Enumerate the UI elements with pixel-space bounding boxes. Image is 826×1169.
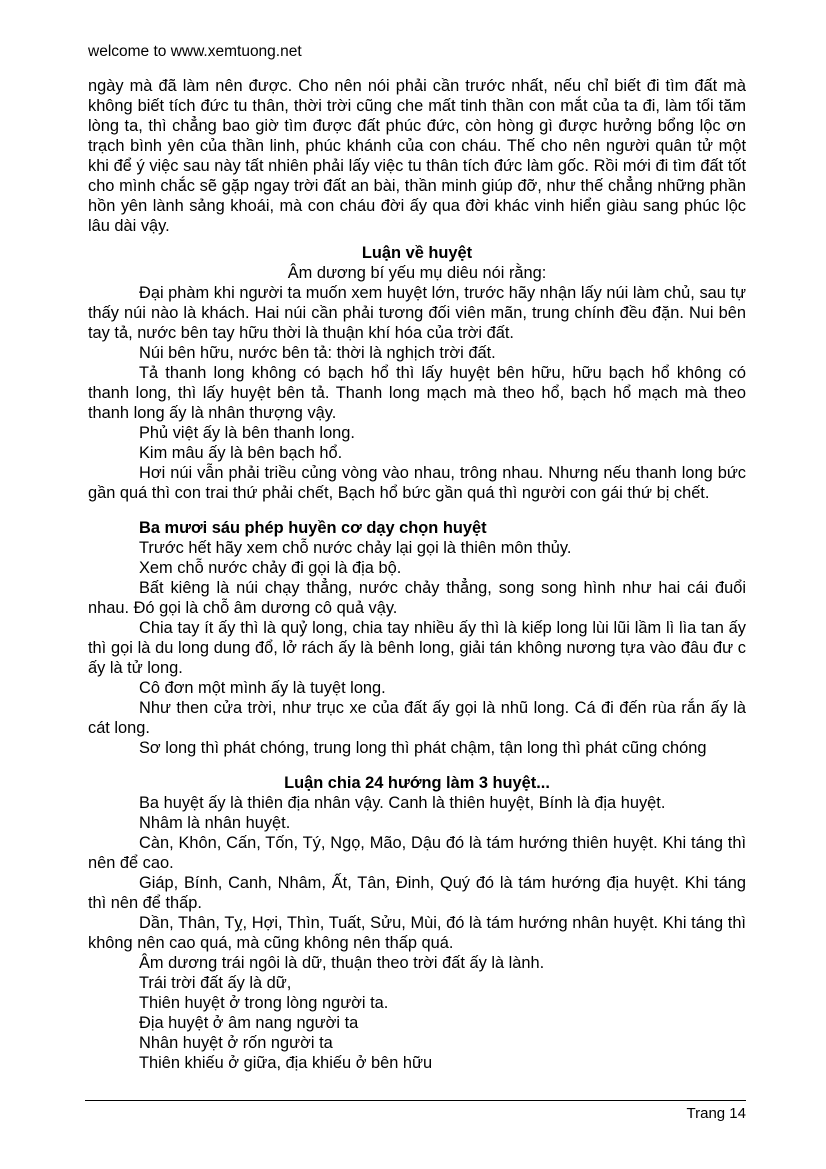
- paragraph: Cô đơn một mình ấy là tuyệt long.: [139, 679, 386, 697]
- paragraph: Bất kiêng là núi chạy thẳng, nước chảy thẳng, song song hình như hai cái đuổi nhau. Đó gọi là chỗ âm dương cô quả vậy.: [88, 579, 746, 617]
- paragraph: Địa huyệt ở âm nang người ta: [139, 1014, 359, 1032]
- paragraph: Xem chỗ nước chảy đi gọi là địa bộ.: [139, 559, 402, 577]
- paragraph: Hơi núi vẫn phải triều củng vòng vào nhau, trông nhau. Nhưng nếu thanh long bức gần quá thì con trai thứ phải chết, Bạch hổ bức gần quá thì người con gái thứ bị chết.: [88, 464, 746, 502]
- paragraph: Trước hết hãy xem chỗ nước chảy lại gọi là thiên môn thủy.: [139, 539, 572, 557]
- document-body: [88, 76, 746, 1073]
- site-watermark: welcome to www.xemtuong.net: [88, 43, 302, 60]
- section-heading-luan-chia-24-huong: Luận chia 24 hướng làm 3 huyệt...: [284, 774, 550, 792]
- paragraph: Đại phàm khi người ta muốn xem huyệt lớn, trước hãy nhận lấy núi làm chủ, sau tự thấy núi nào là khách. Hai núi cần phải tương đối viên mãn, trung chính đều đặn. Nui bên tay tả, nước bên tay hữu thời là thuận khí hóa của trời đất.: [88, 284, 746, 342]
- paragraph: Càn, Khôn, Cấn, Tốn, Tý, Ngọ, Mão, Dậu đó là tám hướng thiên huyệt. Khi táng thì nên để cao.: [88, 834, 746, 872]
- paragraph: Ba huyệt ấy là thiên địa nhân vậy. Canh là thiên huyệt, Bính là địa huyệt.: [139, 794, 666, 812]
- paragraph: Nhâm là nhân huyệt.: [139, 814, 291, 832]
- page-footer: [85, 1100, 746, 1122]
- paragraph: Núi bên hữu, nước bên tả: thời là nghịch trời đất.: [139, 344, 496, 362]
- paragraph: Giáp, Bính, Canh, Nhâm, Ất, Tân, Đinh, Quý đó là tám hướng địa huyệt. Khi táng thì nên để thấp.: [88, 874, 746, 912]
- section-heading-luan-ve-huyet: Luận về huyệt: [361, 244, 473, 262]
- paragraph: Sơ long thì phát chóng, trung long thì phát chậm, tận long thì phát cũng chóng: [139, 739, 707, 757]
- paragraph: Như then cửa trời, như trục xe của đất ấy gọi là nhũ long. Cá đi đến rùa rắn ấy là cát long.: [88, 699, 746, 737]
- paragraph: Thiên khiếu ở giữa, địa khiếu ở bên hữu: [139, 1054, 433, 1072]
- paragraph: Trái trời đất ấy là dữ,: [139, 974, 292, 992]
- paragraph: Tả thanh long không có bạch hổ thì lấy huyệt bên hữu, hữu bạch hổ không có thanh long, thì lấy huyệt bên tả. Thanh long mạch mà theo hổ, bạch hổ mạch mà theo thanh long ấy là nhân thượng vậy.: [88, 364, 746, 422]
- paragraph: Nhân huyệt ở rốn người ta: [139, 1034, 333, 1052]
- subheading-centered: Âm dương bí yếu mụ diêu nói rằng:: [287, 264, 547, 282]
- paragraph: Kim mâu ấy là bên bạch hổ.: [139, 444, 343, 462]
- paragraph: Âm dương trái ngôi là dữ, thuận theo trời đất ấy là lành.: [139, 954, 545, 972]
- paragraph: Phủ việt ấy là bên thanh long.: [139, 424, 355, 442]
- page-number: Trang 14: [686, 1105, 746, 1122]
- paragraph: Chia tay ít ấy thì là quỷ long, chia tay nhiều ấy thì là kiếp long lùi lũi lầm lì lìa tan ấy thì gọi là du long dung đổ, lở rách ấy là bênh long, giải tán không nương tựa vào đâu đư c ấy là tử long.: [88, 619, 746, 677]
- paragraph-continuation: ngày mà đã làm nên được. Cho nên nói phải cần trước nhất, nếu chỉ biết đi tìm đất mà không biết tích đức tu thân, thời trời cũng che mất tinh thần con mắt của ta đi, làm tối tăm lòng ta, thì chẳng bao giờ tìm được đất phúc đức, còn hòng gì được hưởng bổng lộc ơn trạch bình yên của thần linh, phúc khánh của con cháu. Thế cho nên người quân tử một khi để ý việc sau này tất nhiên phải lấy việc tu thân tích đức làm gốc. Rồi mới đi tìm đất tốt cho mình chắc sẽ gặp ngay trời đất an bài, thần minh giúp đỡ, như thế chẳng những phần hồn yên lành sảng khoái, mà con cháu đời ấy qua đời khác vinh hiển giàu sang phúc lộc lâu dài vậy.: [88, 77, 746, 235]
- section-heading-ba-muoi-sau-phep: Ba mươi sáu phép huyền cơ dạy chọn huyệt: [139, 519, 487, 537]
- paragraph: Thiên huyệt ở trong lòng người ta.: [139, 994, 389, 1012]
- paragraph: Dần, Thân, Tỵ, Hợi, Thìn, Tuất, Sửu, Mùi, đó là tám hướng nhân huyệt. Khi táng thì không nên cao quá, mà cũng không nên thấp quá.: [88, 914, 746, 952]
